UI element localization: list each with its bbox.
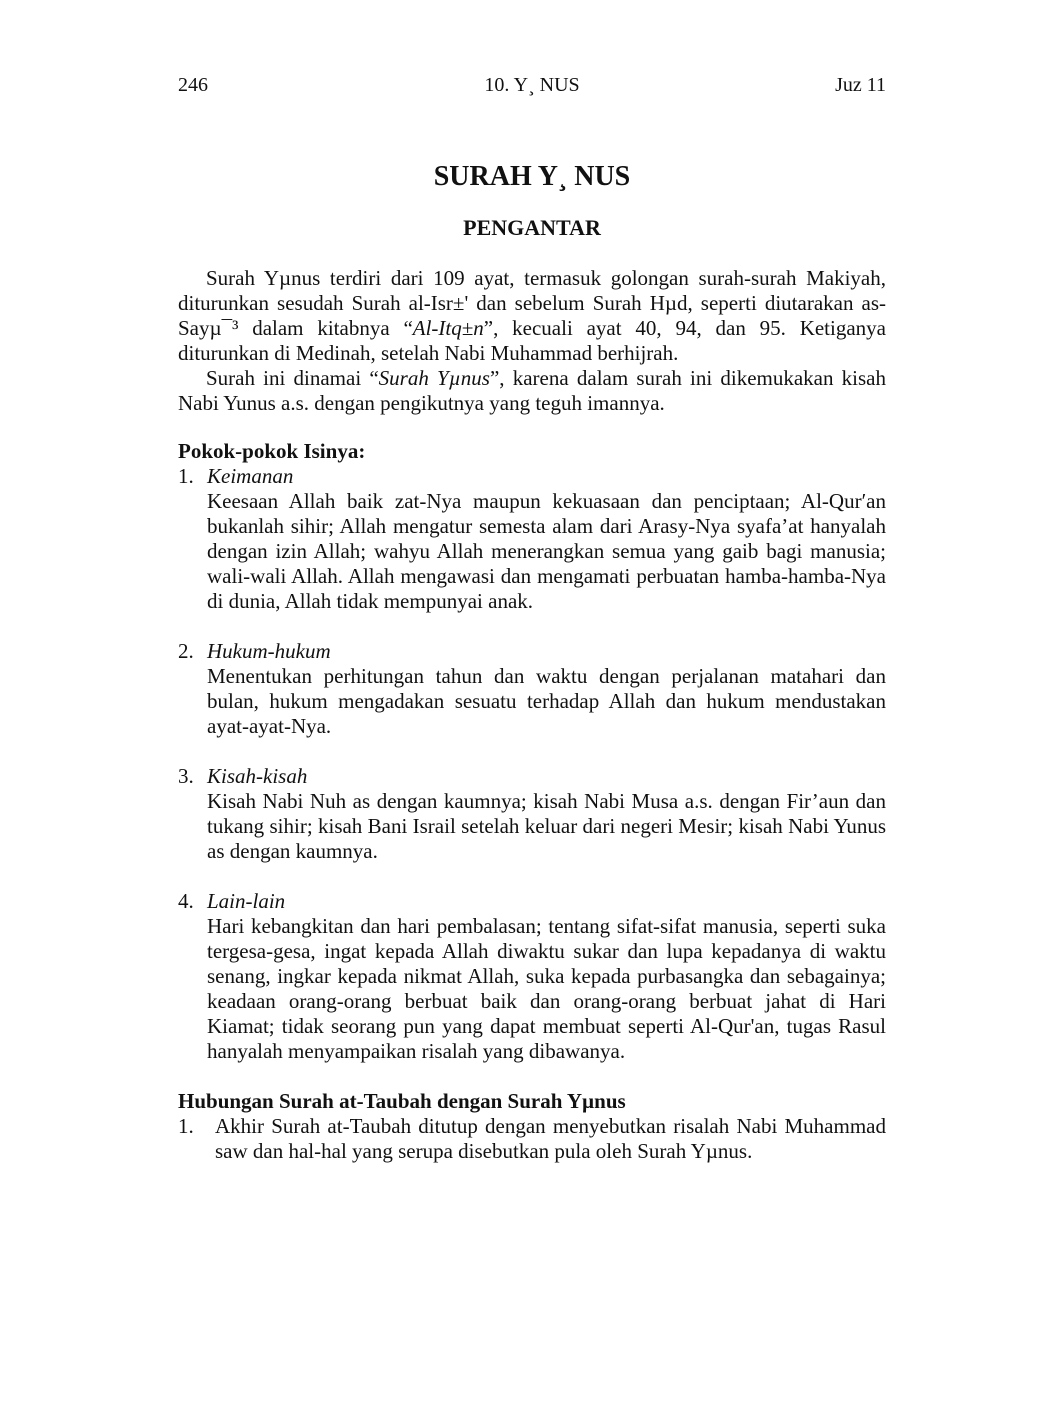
list-item-number: 1. bbox=[178, 464, 194, 488]
list-item-number: 4. bbox=[178, 889, 194, 913]
section-relation bbox=[178, 1089, 886, 1164]
list-item-text: Keesaan Allah baik zat-Nya maupun kekuasaan dan penciptaan; Al-Qur′an bukanlah sihir; Allah mengatur semesta alam dari Arasy-Nya syafa’at hanyalah dengan izin Allah; wahyu Allah menerangkan semua yang gaib bagi manusia; wali-wali Allah. Allah mengawasi dan mengamati perbuatan hamba-hamba-Nya di dunia, Allah tidak mempunyai anak. bbox=[207, 489, 886, 613]
intro bbox=[178, 266, 886, 416]
list-item-number: 1. bbox=[178, 1114, 194, 1138]
list-item bbox=[178, 889, 886, 1064]
list-item-text: Akhir Surah at-Taubah ditutup dengan menyebutkan risalah Nabi Muhammad saw dan hal-hal yang serupa disebutkan pula oleh Surah Yµnus. bbox=[215, 1114, 886, 1163]
list-item bbox=[178, 764, 886, 864]
list-item bbox=[178, 464, 886, 614]
intro-p1-text-a: Surah Yµnus terdiri dari 109 ayat, termasuk golongan surah-surah Makiyah, diturunkan sesudah Surah al-Isr±' dan sebelum Surah Hµd, seperti diutarakan as-Sayµ¯³ dalam kitabnya “ bbox=[178, 266, 886, 340]
section-contents bbox=[178, 439, 886, 1064]
chapter-header: 10. Y¸ NUS bbox=[484, 74, 580, 96]
list-item bbox=[178, 1114, 886, 1164]
section-contents-heading: Pokok-pokok Isinya: bbox=[178, 439, 366, 463]
intro-p1-book-title: Al-Itq±n bbox=[412, 316, 484, 340]
list-item-title: Hukum-hukum bbox=[207, 639, 331, 663]
list-item-number: 2. bbox=[178, 639, 194, 663]
section-subtitle: PENGANTAR bbox=[463, 215, 601, 240]
juz-label: Juz 11 bbox=[835, 74, 886, 96]
list-item-title: Keimanan bbox=[207, 464, 294, 488]
list-item-text: Kisah Nabi Nuh as dengan kaumnya; kisah Nabi Musa a.s. dengan Fir’aun dan tukang sihir; kisah Bani Israil setelah keluar dari negeri Mesir; kisah Nabi Yunus as dengan kaumnya. bbox=[207, 789, 886, 863]
list-item-text: Menentukan perhitungan tahun dan waktu dengan perjalanan matahari dan bulan, hukum mengadakan sesuatu terhadap Allah dan hukum mendustakan ayat-ayat-Nya. bbox=[207, 664, 886, 738]
list-item-text: Hari kebangkitan dan hari pembalasan; tentang sifat-sifat manusia, seperti suka tergesa-gesa, ingat kepada Allah diwaktu sukar dan lupa kepadanya di waktu senang, ingkar kepada nikmat Allah, suka kepada purbasangka dan sebagainya; keadaan orang-orang berbuat baik dan orang-orang berbuat jahat di Hari Kiamat; tidak seorang pun yang dapat membuat seperti Al-Qur'an, tugas Rasul hanyalah menyampaikan risalah yang dibawanya. bbox=[207, 914, 886, 1063]
intro-p2-text-c: ”, karena dalam surah ini dikemukakan kisah Nabi Yunus a.s. dengan pengikutnya yang teguh imannya. bbox=[178, 366, 887, 415]
list-item-title: Kisah-kisah bbox=[207, 764, 308, 788]
intro-p2-surah-name: Surah Yµnus bbox=[378, 366, 490, 390]
surah-title: SURAH Y¸ NUS bbox=[433, 161, 631, 192]
intro-paragraph-1 bbox=[178, 266, 886, 366]
intro-paragraph-2 bbox=[178, 366, 886, 416]
running-header bbox=[178, 74, 886, 102]
list-item bbox=[178, 639, 886, 739]
section-relation-heading: Hubungan Surah at-Taubah dengan Surah Yµnus bbox=[178, 1089, 626, 1113]
list-item-title: Lain-lain bbox=[207, 889, 286, 913]
intro-p1-text-c: ”, kecuali ayat 40, 94, dan 95. Ketiganya diturunkan di Medinah, setelah Nabi Muhammad berhijrah. bbox=[178, 316, 886, 365]
intro-p2-text-a: Surah ini dinamai “ bbox=[206, 366, 379, 390]
document-page bbox=[178, 74, 886, 1164]
list-item-number: 3. bbox=[178, 764, 194, 788]
page-number: 246 bbox=[178, 74, 208, 96]
